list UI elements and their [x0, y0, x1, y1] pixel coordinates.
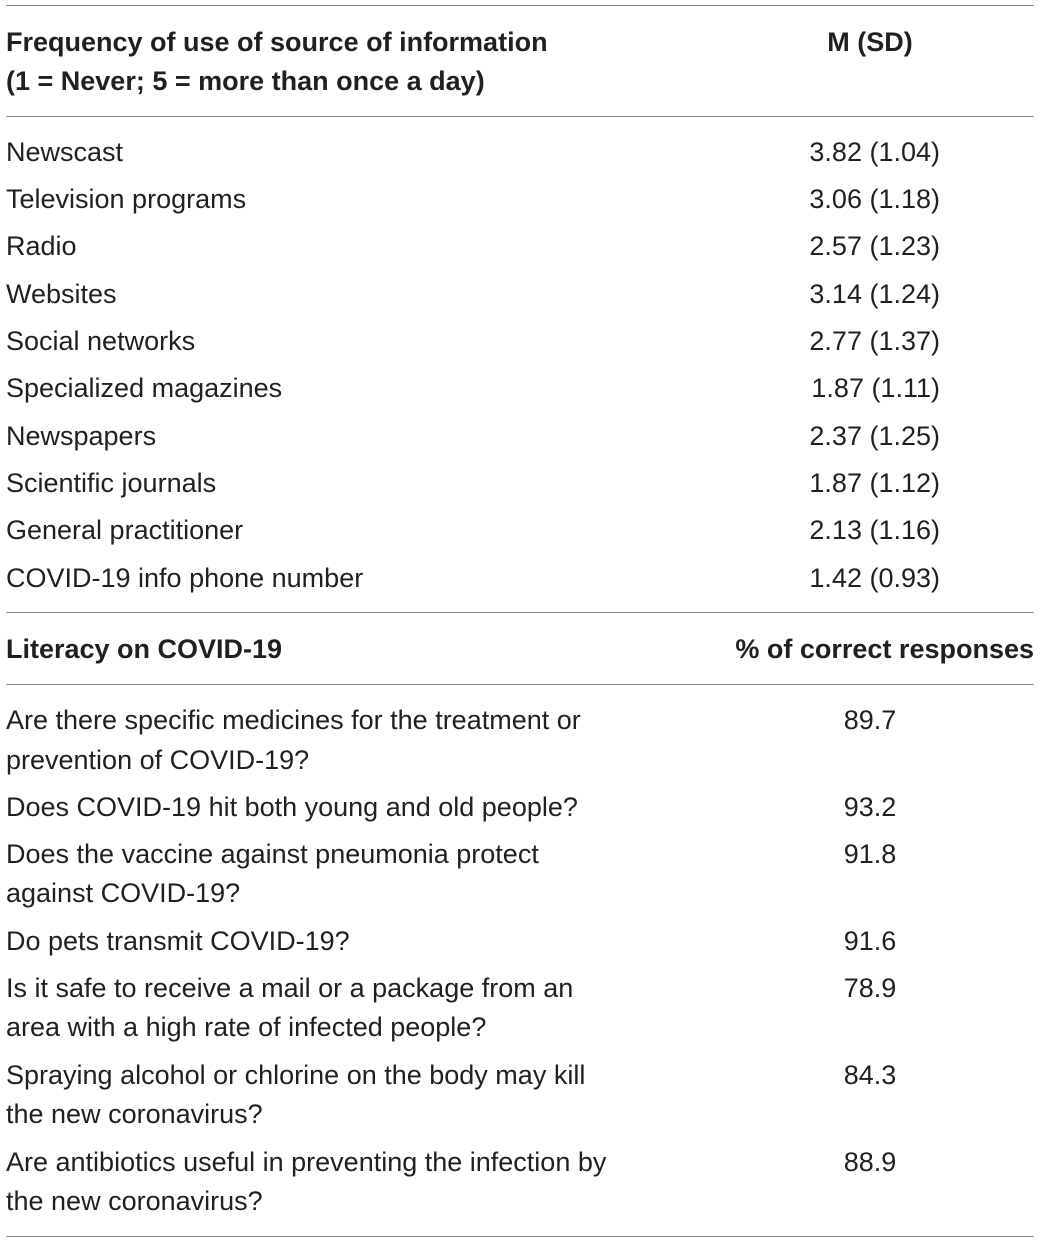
- table-row-label: Newspapers: [6, 421, 157, 451]
- table-bottom-rule: [6, 1236, 1034, 1237]
- question-value: 91.8: [843, 839, 897, 869]
- section2-header: Literacy on COVID-19: [6, 634, 283, 664]
- table-row-value: 1.42 (0.93): [809, 563, 940, 593]
- table-row-label: Websites: [6, 279, 117, 309]
- question-line1: Do pets transmit COVID-19?: [6, 926, 350, 956]
- table-row-value: 1.87 (1.11): [811, 373, 940, 403]
- table-row-value: 2.37 (1.25): [809, 421, 940, 451]
- question-line2: the new coronavirus?: [6, 1099, 263, 1129]
- question-value: 84.3: [843, 1060, 897, 1090]
- question-line1: Are antibiotics useful in preventing the infection by: [6, 1147, 607, 1177]
- question-line2: prevention of COVID-19?: [6, 745, 310, 775]
- table-row-value: 3.14 (1.24): [809, 279, 940, 309]
- table-row-value: 3.06 (1.18): [809, 184, 940, 214]
- question-value: 93.2: [843, 792, 897, 822]
- table-row-label: Scientific journals: [6, 468, 217, 498]
- table-row-label: Social networks: [6, 326, 196, 356]
- section1-header-rule: [6, 116, 1034, 117]
- question-line2: against COVID-19?: [6, 878, 241, 908]
- question-line1: Are there specific medicines for the treatment or: [6, 705, 581, 735]
- question-line2: the new coronavirus?: [6, 1186, 263, 1216]
- question-line1: Is it safe to receive a mail or a package from an: [6, 973, 574, 1003]
- table-row-label: Newscast: [6, 137, 124, 167]
- question-value: 91.6: [843, 926, 897, 956]
- question-line1: Spraying alcohol or chlorine on the body may kill: [6, 1060, 586, 1090]
- question-line1: Does the vaccine against pneumonia protect: [6, 839, 539, 869]
- table-row-value: 3.82 (1.04): [809, 137, 940, 167]
- question-value: 78.9: [843, 973, 897, 1003]
- table-row-label: Radio: [6, 231, 77, 261]
- table-row-value: 2.57 (1.23): [809, 231, 940, 261]
- table-row-label: Specialized magazines: [6, 373, 283, 403]
- table-row-label: COVID-19 info phone number: [6, 563, 364, 593]
- table-row-value: 1.87 (1.12): [809, 468, 940, 498]
- question-line2: area with a high rate of infected people?: [6, 1012, 487, 1042]
- section1-value-header: M (SD): [827, 27, 913, 57]
- question-value: 89.7: [843, 705, 897, 735]
- section1-header-line2: (1 = Never; 5 = more than once a day): [6, 66, 485, 96]
- section2-header-rule: [6, 684, 1034, 685]
- table-row-label: Television programs: [6, 184, 247, 214]
- section1-header-line1: Frequency of use of source of information: [6, 27, 548, 57]
- table-row-value: 2.13 (1.16): [809, 515, 940, 545]
- table-row-value: 2.77 (1.37): [809, 326, 940, 356]
- table-row-label: General practitioner: [6, 515, 244, 545]
- table-top-rule: [6, 5, 1034, 6]
- section-divider-rule: [6, 612, 1034, 613]
- question-value: 88.9: [843, 1147, 897, 1177]
- question-line1: Does COVID-19 hit both young and old people?: [6, 792, 578, 822]
- section2-value-header: % of correct responses: [735, 634, 1034, 664]
